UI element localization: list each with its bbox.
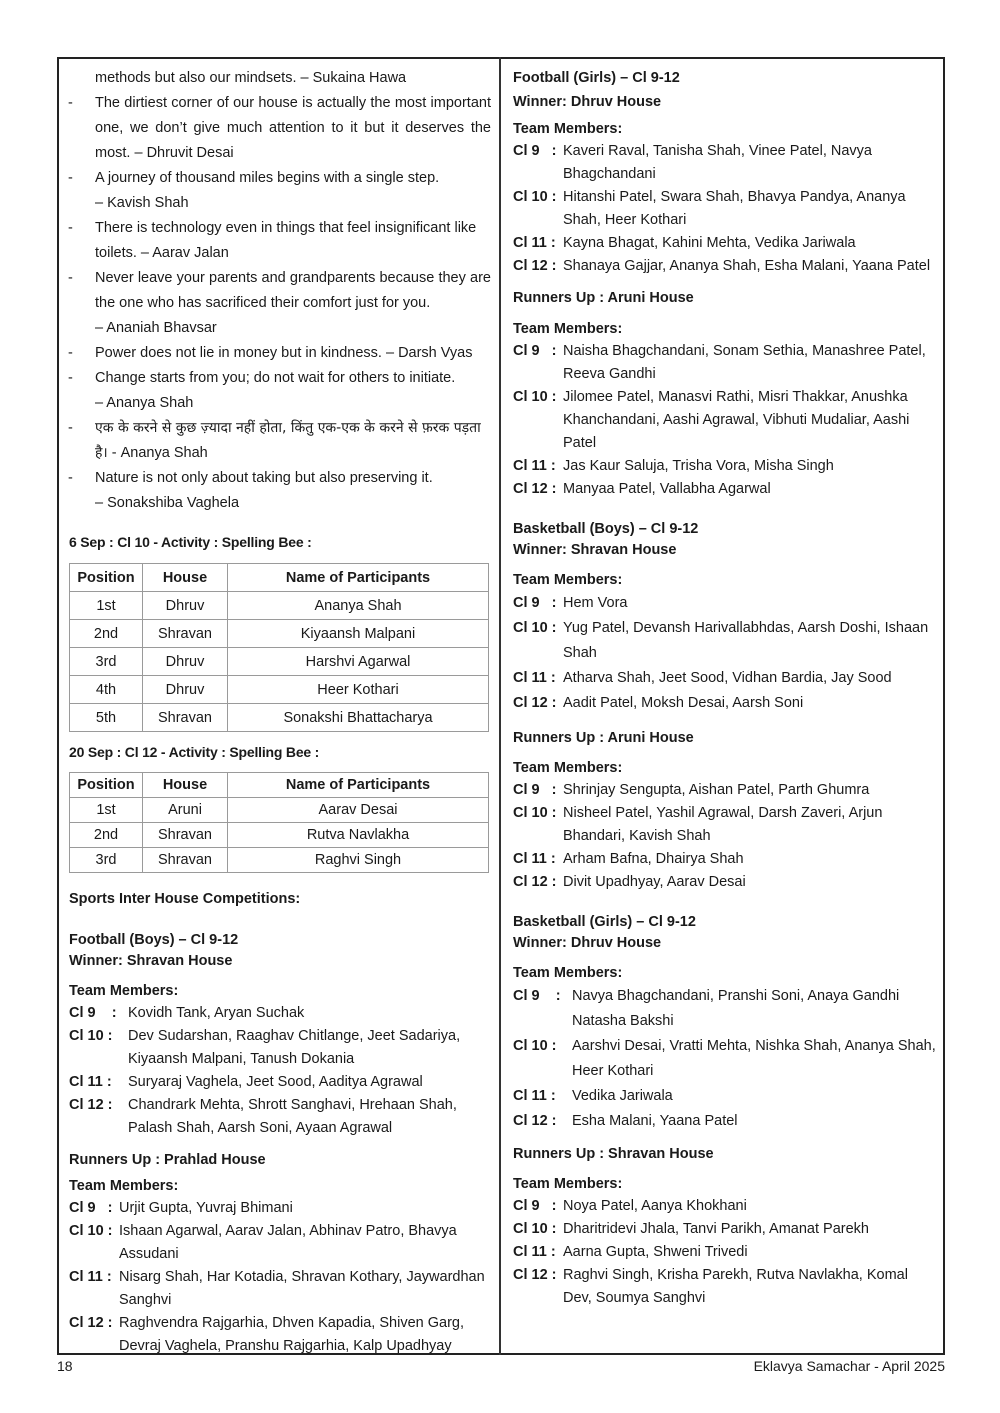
bullet-dash: - [68,95,73,111]
cell-participant: Aarav Desai [228,798,489,823]
class-row [513,140,938,186]
bullet-dash: - [68,270,73,286]
class-key: Cl 11 : [69,1074,120,1090]
class-names: Yug Patel, Devansh Harivallabhdas, Aarsh Doshi, Ishaan Shah [563,620,929,661]
class-names: Atharva Shah, Jeet Sood, Vidhan Bardia, Jay Sood [563,670,892,686]
class-key: Cl 11 : [513,458,560,474]
class-names: Navya Bhagchandani, Pranshi Soni, Anaya Gandhi Natasha Bakshi [572,988,900,1029]
quote-text: methods but also our mindsets. – Sukaina Hawa [95,70,407,86]
class-key: Cl 9 : [69,1200,117,1216]
spelling-bee-cl10-table [69,563,489,732]
quotes-list [69,66,491,516]
class-names: Dharitridevi Jhala, Tanvi Parikh, Amanat Parekh [563,1221,869,1237]
class-row [513,666,938,691]
cell-position: 1st [70,592,143,620]
class-row [513,1195,938,1218]
cell-house: Aruni [143,798,228,823]
page-number: 18 [57,1358,73,1374]
quote-item [69,466,491,516]
cell-participant: Ananya Shah [228,592,489,620]
bullet-dash: - [68,470,73,486]
cell-position: 1st [70,798,143,823]
cell-position: 2nd [70,620,143,648]
class-names: Aarna Gupta, Shweni Trivedi [563,1244,748,1260]
class-names: Dev Sudarshan, Raaghav Chitlange, Jeet Sadariya, Kiyaansh Malpani, Tanush Dokania [128,1028,461,1067]
class-row [513,1084,938,1109]
col-house: House [143,564,228,592]
table-header-row [70,564,489,592]
table-row [70,848,489,873]
class-key: Cl 9 : [513,595,561,611]
class-row [69,1094,491,1140]
class-row [513,984,938,1034]
quote-item [69,91,491,166]
quote-text: Change starts from you; do not wait for others to initiate. [95,370,456,386]
class-key: Cl 11 : [513,235,560,251]
basketball-boys-section [513,519,938,894]
quote-text: Nature is not only about taking but also preserving it. [95,470,433,486]
class-row [69,1266,491,1312]
class-key: Cl 9 : [513,988,569,1004]
runners-up-label: Runners Up : Aruni House [513,730,694,746]
runners-up-label: Runners Up : Aruni House [513,290,694,306]
team-members-label: Team Members: [513,321,623,337]
winner-label: Winner: Dhruv House [513,94,662,110]
team-members-label: Team Members: [513,1176,623,1192]
class-row [513,340,938,386]
class-names: Kayna Bhagat, Kahini Mehta, Vedika Jariwala [563,235,856,251]
class-row [513,848,938,871]
class-names: Naisha Bhagchandani, Sonam Sethia, Manashree Patel, Reeva Gandhi [563,343,926,382]
class-key: Cl 11 : [513,670,560,686]
quote-item [69,216,491,266]
quote-author: – Ananya Shah [95,395,194,411]
table-row [70,704,489,732]
team-members-label: Team Members: [69,983,179,999]
cell-house: Shravan [143,823,228,848]
class-key: Cl 9 : [69,1005,125,1021]
spelling-bee-cl12-title: 20 Sep : Cl 12 - Activity : Spelling Bee : [69,744,320,760]
class-names: Kaveri Raval, Tanisha Shah, Vinee Patel, Navya Bhagchandani [563,143,872,182]
class-names: Nisheel Patel, Yashil Agrawal, Darsh Zaveri, Arjun Bhandari, Kavish Shah [563,805,883,844]
team-members-label: Team Members: [513,965,623,981]
class-row [513,1218,938,1241]
class-row [513,455,938,478]
class-names: Nisarg Shah, Har Kotadia, Shravan Kothary, Jaywardhan Sanghvi [119,1269,485,1308]
column-divider [499,57,501,1355]
class-key: Cl 10 : [69,1028,121,1044]
quote-item [69,341,491,366]
class-row [513,616,938,666]
section-title: Basketball (Girls) – Cl 9-12 [513,914,696,930]
class-row [513,478,938,501]
table-row [70,592,489,620]
class-names: Suryaraj Vaghela, Jeet Sood, Aaditya Agrawal [128,1074,423,1090]
class-key: Cl 10 : [513,1038,565,1054]
class-key: Cl 10 : [513,389,561,405]
football-boys-section [69,930,491,1358]
class-row [513,591,938,616]
cell-position: 2nd [70,823,143,848]
class-row [513,779,938,802]
class-names: Arham Bafna, Dhairya Shah [563,851,744,867]
cell-participant: Harshvi Agarwal [228,648,489,676]
class-names: Hem Vora [563,595,628,611]
table-row [70,798,489,823]
section-title: Football (Girls) – Cl 9-12 [513,70,680,86]
cell-participant: Kiyaansh Malpani [228,620,489,648]
cell-house: Dhruv [143,592,228,620]
class-row [513,186,938,232]
class-row [69,1002,491,1025]
team-members-label: Team Members: [513,760,623,776]
class-names: Ishaan Agarwal, Aarav Jalan, Abhinav Patro, Bhavya Assudani [119,1223,457,1262]
class-names: Aadit Patel, Moksh Desai, Aarsh Soni [563,695,804,711]
class-row [69,1312,491,1358]
bullet-dash: - [68,345,73,361]
basketball-girls-section [513,912,938,1310]
quote-item [69,366,491,416]
quote-item-hindi [69,416,491,466]
table-row [70,648,489,676]
class-names: Divit Upadhyay, Aarav Desai [563,874,746,890]
runners-up-label: Runners Up : Prahlad House [69,1152,266,1168]
class-row [513,871,938,894]
bullet-dash: - [68,370,73,386]
class-names: Shanaya Gajjar, Ananya Shah, Esha Malani, Yaana Patel [563,258,931,274]
publication-footer: Eklavya Samachar - April 2025 [753,1358,945,1374]
class-row [69,1025,491,1071]
quote-text: A journey of thousand miles begins with a single step. [95,170,440,186]
class-names: Hitanshi Patel, Swara Shah, Bhavya Pandya, Ananya Shah, Heer Kothari [563,189,906,228]
class-names: Esha Malani, Yaana Patel [572,1113,738,1129]
quote-text: There is technology even in things that feel insignificant like toilets. – Aarav Jalan [95,220,477,261]
table-row [70,620,489,648]
spelling-bee-cl12-table [69,772,489,873]
class-names: Shrinjay Sengupta, Aishan Patel, Parth Ghumra [563,782,870,798]
class-row [69,1220,491,1266]
quote-author: – Kavish Shah [95,195,189,211]
col-position: Position [70,773,143,798]
section-title: Basketball (Boys) – Cl 9-12 [513,521,699,537]
class-key: Cl 12 : [69,1315,117,1331]
quote-author: - Ananya Shah [107,445,208,461]
class-key: Cl 12 : [513,258,561,274]
quote-text: Power does not lie in money but in kindness. – Darsh Vyas [95,345,473,361]
section-title: Football (Boys) – Cl 9-12 [69,932,239,948]
class-row [69,1197,491,1220]
class-row [513,691,938,716]
class-key: Cl 10 : [513,1221,561,1237]
cell-house: Dhruv [143,648,228,676]
quote-author: – Ananiah Bhavsar [95,320,217,336]
class-key: Cl 9 : [513,343,561,359]
runners-up-label: Runners Up : Shravan House [513,1146,714,1162]
winner-label: Winner: Dhruv House [513,935,662,951]
left-column [69,66,491,1358]
cell-participant: Raghvi Singh [228,848,489,873]
class-key: Cl 9 : [513,143,561,159]
col-position: Position [70,564,143,592]
class-key: Cl 11 : [513,1088,564,1104]
class-names: Chandrark Mehta, Shrott Sanghavi, Hrehaan Shah, Palash Shah, Aarsh Soni, Ayaan Agrawal [128,1097,457,1136]
class-row [69,1071,491,1094]
cell-house: Dhruv [143,676,228,704]
quote-text: एक के करने से कुछ ज़्यादा नहीं होता, किंतु एक-एक के करने से फ़रक पड़ता है। [95,420,481,461]
table-header-row [70,773,489,798]
col-participants: Name of Participants [228,773,489,798]
class-key: Cl 10 : [69,1223,117,1239]
class-key: Cl 10 : [513,620,561,636]
cell-position: 3rd [70,648,143,676]
class-key: Cl 9 : [513,1198,561,1214]
quote-text: The dirtiest corner of our house is actually the most important one, we don’t give much attention to it but it deserves the most. – Dhruvit Desai [95,95,491,161]
class-key: Cl 12 : [513,1267,561,1283]
quote-item [69,166,491,216]
class-key: Cl 12 : [513,874,561,890]
winner-label: Winner: Shravan House [69,953,233,969]
class-names: Vedika Jariwala [572,1088,673,1104]
class-key: Cl 12 : [513,1113,565,1129]
cell-position: 4th [70,676,143,704]
cell-house: Shravan [143,620,228,648]
bullet-dash: - [68,220,73,236]
class-names: Aarshvi Desai, Vratti Mehta, Nishka Shah, Ananya Shah, Heer Kothari [572,1038,936,1079]
cell-position: 3rd [70,848,143,873]
class-names: Raghvi Singh, Krisha Parekh, Rutva Navlakha, Komal Dev, Soumya Sanghvi [563,1267,908,1306]
football-girls-section [513,66,938,501]
class-names: Jas Kaur Saluja, Trisha Vora, Misha Singh [563,458,834,474]
team-members-label: Team Members: [69,1178,179,1194]
class-key: Cl 12 : [513,481,561,497]
class-key: Cl 10 : [513,189,561,205]
spelling-bee-cl10-title: 6 Sep : Cl 10 - Activity : Spelling Bee : [69,534,312,550]
class-names: Kovidh Tank, Aryan Suchak [128,1005,305,1021]
class-row [513,1241,938,1264]
class-names: Raghvendra Rajgarhia, Dhven Kapadia, Shiven Garg, Devraj Vaghela, Pranshu Rajgarhia, Kalp Upadhyay [119,1315,464,1354]
cell-position: 5th [70,704,143,732]
cell-house: Shravan [143,704,228,732]
quote-item [69,66,491,91]
winner-label: Winner: Shravan House [513,542,677,558]
cell-participant: Rutva Navlakha [228,823,489,848]
bullet-dash: - [68,170,73,186]
class-key: Cl 11 : [513,851,560,867]
class-names: Manyaa Patel, Vallabha Agarwal [563,481,771,497]
table-row [70,676,489,704]
class-row [513,1109,938,1134]
cell-house: Shravan [143,848,228,873]
class-names: Noya Patel, Aanya Khokhani [563,1198,747,1214]
team-members-label: Team Members: [513,121,623,137]
sports-heading: Sports Inter House Competitions: [69,891,301,907]
col-house: House [143,773,228,798]
table-row [70,823,489,848]
cell-participant: Sonakshi Bhattacharya [228,704,489,732]
team-members-label: Team Members: [513,572,623,588]
cell-participant: Heer Kothari [228,676,489,704]
class-row [513,1034,938,1084]
class-key: Cl 11 : [69,1269,116,1285]
class-key: Cl 11 : [513,1244,560,1260]
class-key: Cl 9 : [513,782,561,798]
class-row [513,255,938,278]
class-key: Cl 10 : [513,805,561,821]
quote-author: – Sonakshiba Vaghela [95,495,240,511]
class-key: Cl 12 : [69,1097,121,1113]
class-row [513,1264,938,1310]
quote-item [69,266,491,341]
class-row [513,386,938,455]
class-row [513,232,938,255]
class-names: Jilomee Patel, Manasvi Rathi, Misri Thakkar, Anushka Khanchandani, Aashi Agrawal, Vibhuti Mudaliar, Aashi Patel [563,389,910,451]
class-key: Cl 12 : [513,695,561,711]
col-participants: Name of Participants [228,564,489,592]
class-row [513,802,938,848]
right-column [513,66,938,1310]
bullet-dash: - [68,420,73,436]
quote-text: Never leave your parents and grandparents because they are the one who has sacrificed their comfort just for you. [95,270,491,311]
class-names: Urjit Gupta, Yuvraj Bhimani [119,1200,293,1216]
